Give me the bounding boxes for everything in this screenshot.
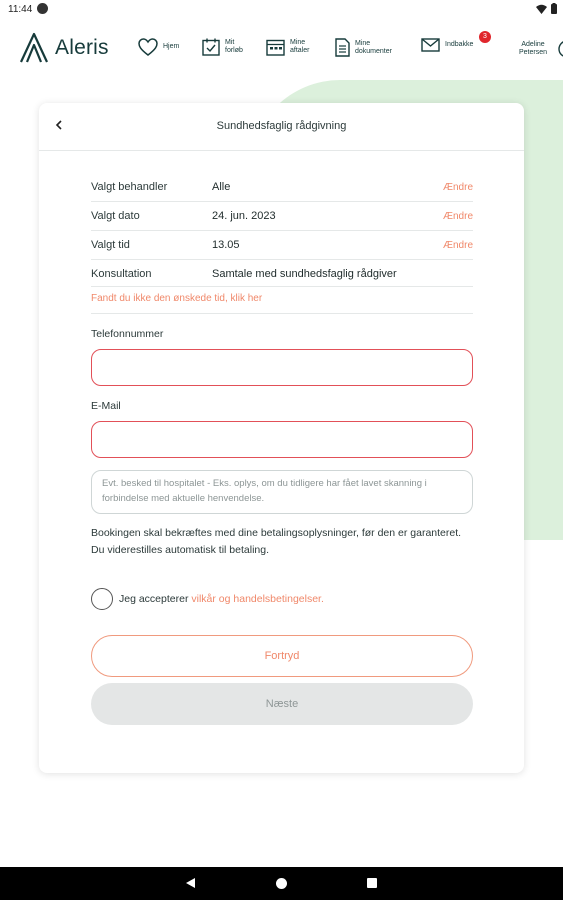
card-title: Sundhedsfaglig rådgivning <box>216 120 347 132</box>
message-textarea[interactable] <box>91 470 473 514</box>
terms-link[interactable]: vilkår og handelsbetingelser. <box>191 593 324 605</box>
nav-my-appointments[interactable] <box>266 38 318 56</box>
system-recents-icon[interactable] <box>367 878 377 888</box>
nav-my-appointments-label: Mine aftaler <box>290 39 310 54</box>
payment-info-text: Bookingen skal bekræftes med dine betalingsoplysninger, før den er garanteret. Du viderestilles automatisk til betaling. <box>91 527 462 556</box>
wifi-icon <box>536 4 547 14</box>
message-placeholder: Evt. besked til hospitalet - Eks. oplys, om du tidligere har fået lavet skanning i forbindelse med aktuelle henvendelse. <box>102 478 427 504</box>
nav-inbox[interactable] <box>421 33 487 52</box>
phone-label: Telefonnummer <box>91 328 164 340</box>
system-back-icon[interactable] <box>186 878 195 888</box>
change-date-link[interactable]: Ændre <box>442 211 473 222</box>
mail-icon <box>421 38 440 52</box>
avatar-icon <box>557 40 563 58</box>
divider <box>91 313 473 314</box>
aleris-logo-icon <box>17 31 51 65</box>
accept-terms-label <box>119 593 324 605</box>
email-input[interactable] <box>92 422 472 457</box>
nav-inbox-label: Indbakke <box>445 41 474 48</box>
accept-prefix: Jeg accepterer <box>119 593 192 605</box>
summary-row-consultation <box>91 260 473 289</box>
phone-field-wrapper <box>91 349 473 386</box>
row-key: Valgt behandler <box>91 181 168 193</box>
battery-icon <box>551 3 557 14</box>
summary-row-time <box>91 231 473 260</box>
phone-input[interactable] <box>92 350 472 385</box>
row-value: 24. jun. 2023 <box>212 210 276 222</box>
row-value: Samtale med sundhedsfaglig rådgiver <box>212 268 397 280</box>
calendar-icon <box>266 38 285 56</box>
nav-my-course[interactable] <box>202 38 251 56</box>
row-key: Valgt dato <box>91 210 140 222</box>
summary-row-practitioner <box>91 173 473 202</box>
inbox-count-badge: 3 <box>479 31 491 43</box>
user-name: Adeline Petersen <box>518 41 548 56</box>
change-time-link[interactable]: Ændre <box>442 240 473 251</box>
logo-text: Aleris <box>55 36 109 59</box>
row-value: Alle <box>212 181 231 193</box>
system-home-icon[interactable] <box>276 878 287 889</box>
status-time: 11:44 <box>8 4 33 15</box>
email-field-wrapper <box>91 421 473 458</box>
nav-my-course-label: Mit forløb <box>225 39 243 54</box>
user-menu[interactable] <box>514 40 563 58</box>
row-key: Konsultation <box>91 268 152 280</box>
divider <box>91 286 473 287</box>
change-practitioner-link[interactable]: Ændre <box>442 182 473 193</box>
email-label: E-Mail <box>91 400 121 412</box>
logo[interactable] <box>17 31 109 65</box>
next-button[interactable]: Næste <box>91 683 473 725</box>
nav-my-documents[interactable] <box>335 38 403 57</box>
system-navigation-bar <box>0 867 563 900</box>
row-key: Valgt tid <box>91 239 130 251</box>
booking-card <box>39 103 524 773</box>
card-header <box>39 103 524 151</box>
cancel-button[interactable]: Fortryd <box>91 635 473 677</box>
row-value: 13.05 <box>212 239 240 251</box>
document-icon <box>335 38 350 57</box>
calendar-check-icon <box>202 38 220 56</box>
sync-icon <box>37 3 48 14</box>
accept-terms-checkbox[interactable] <box>91 588 113 610</box>
status-icons <box>536 3 557 14</box>
find-other-time-link[interactable]: Fandt du ikke den ønskede tid, klik her <box>91 293 263 304</box>
nav-my-documents-label: Mine dokumenter <box>355 39 392 55</box>
status-bar <box>0 0 563 20</box>
heart-icon <box>138 38 158 56</box>
summary-list <box>91 173 473 289</box>
summary-row-date <box>91 202 473 231</box>
nav-home[interactable] <box>138 38 179 56</box>
nav-home-label: Hjem <box>163 43 180 50</box>
app-header <box>0 22 563 78</box>
